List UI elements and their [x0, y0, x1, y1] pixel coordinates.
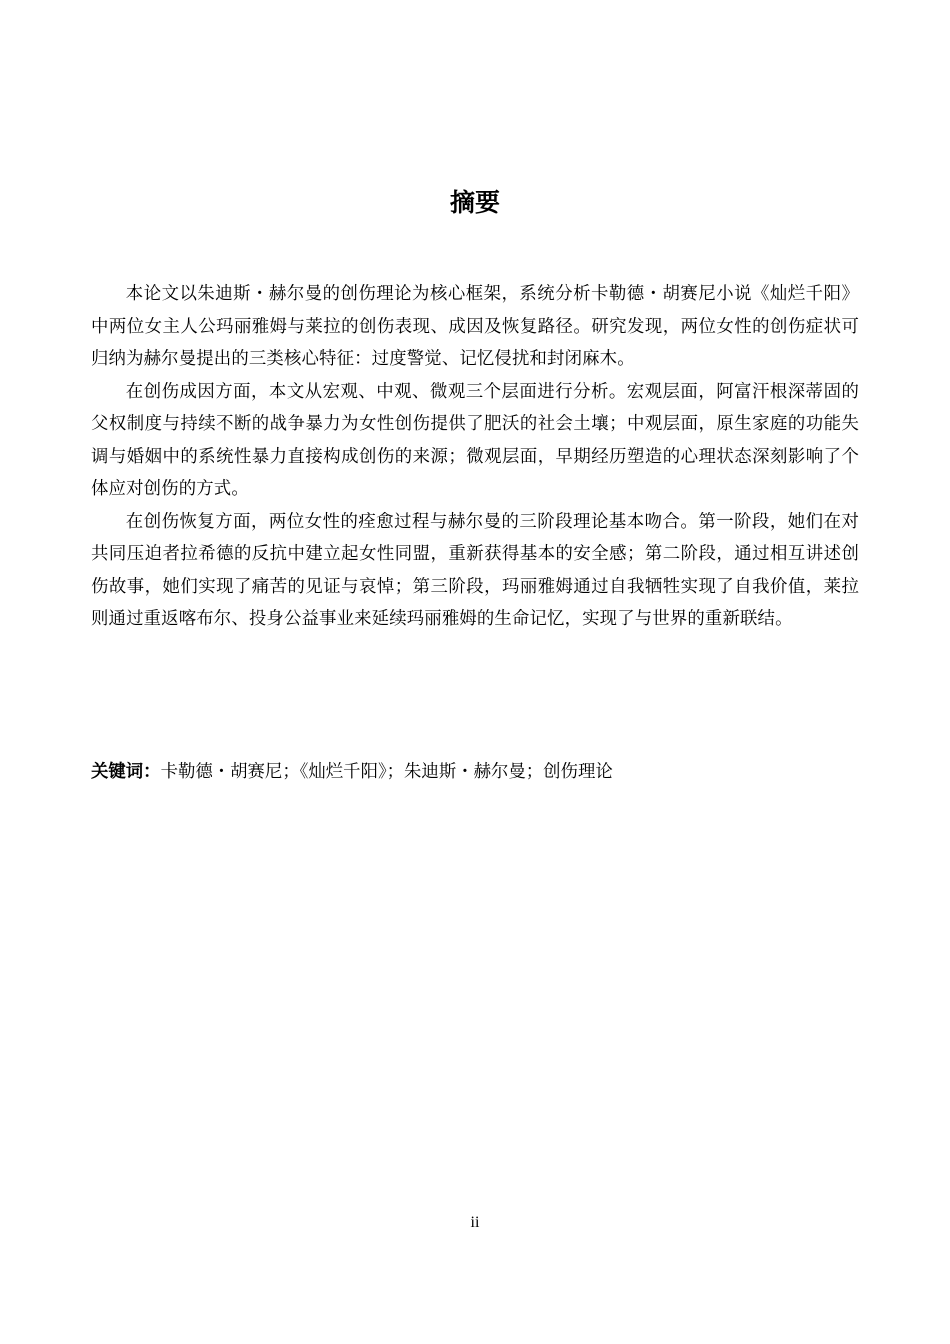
keywords-line [91, 756, 859, 788]
abstract-paragraph-3: 在创伤恢复方面，两位女性的痊愈过程与赫尔曼的三阶段理论基本吻合。第一阶段，她们在对共同压迫者拉希德的反抗中建立起女性同盟，重新获得基本的安全感；第二阶段，通过相互讲述创伤故事，她们实现了痛苦的见证与哀悼；第三阶段，玛丽雅姆通过自我牺牲实现了自我价值，莱拉则通过重返喀布尔、投身公益事业来延续玛丽雅姆的生命记忆，实现了与世界的重新联结。 [91, 511, 859, 629]
abstract-body [91, 278, 859, 636]
keywords-text: 卡勒德・胡赛尼；《灿烂千阳》；朱迪斯・赫尔曼；创伤理论 [160, 762, 613, 782]
abstract-paragraph-2: 在创伤成因方面，本文从宏观、中观、微观三个层面进行分析。宏观层面，阿富汗根深蒂固的父权制度与持续不断的战争暴力为女性创伤提供了肥沃的社会土壤；中观层面，原生家庭的功能失调与婚姻中的系统性暴力直接构成创伤的来源；微观层面，早期经历塑造的心理状态深刻影响了个体应对创伤的方式。 [91, 381, 859, 499]
page-number: ii [470, 1214, 480, 1231]
keywords-label: 关键词： [91, 762, 161, 782]
abstract-paragraph-1: 本论文以朱迪斯・赫尔曼的创伤理论为核心框架，系统分析卡勒德・胡赛尼小说《灿烂千阳》中两位女主人公玛丽雅姆与莱拉的创伤表现、成因及恢复路径。研究发现，两位女性的创伤症状可归纳为赫尔曼提出的三类核心特征：过度警觉、记忆侵扰和封闭麻木。 [91, 284, 859, 369]
abstract-title: 摘要 [449, 188, 500, 217]
